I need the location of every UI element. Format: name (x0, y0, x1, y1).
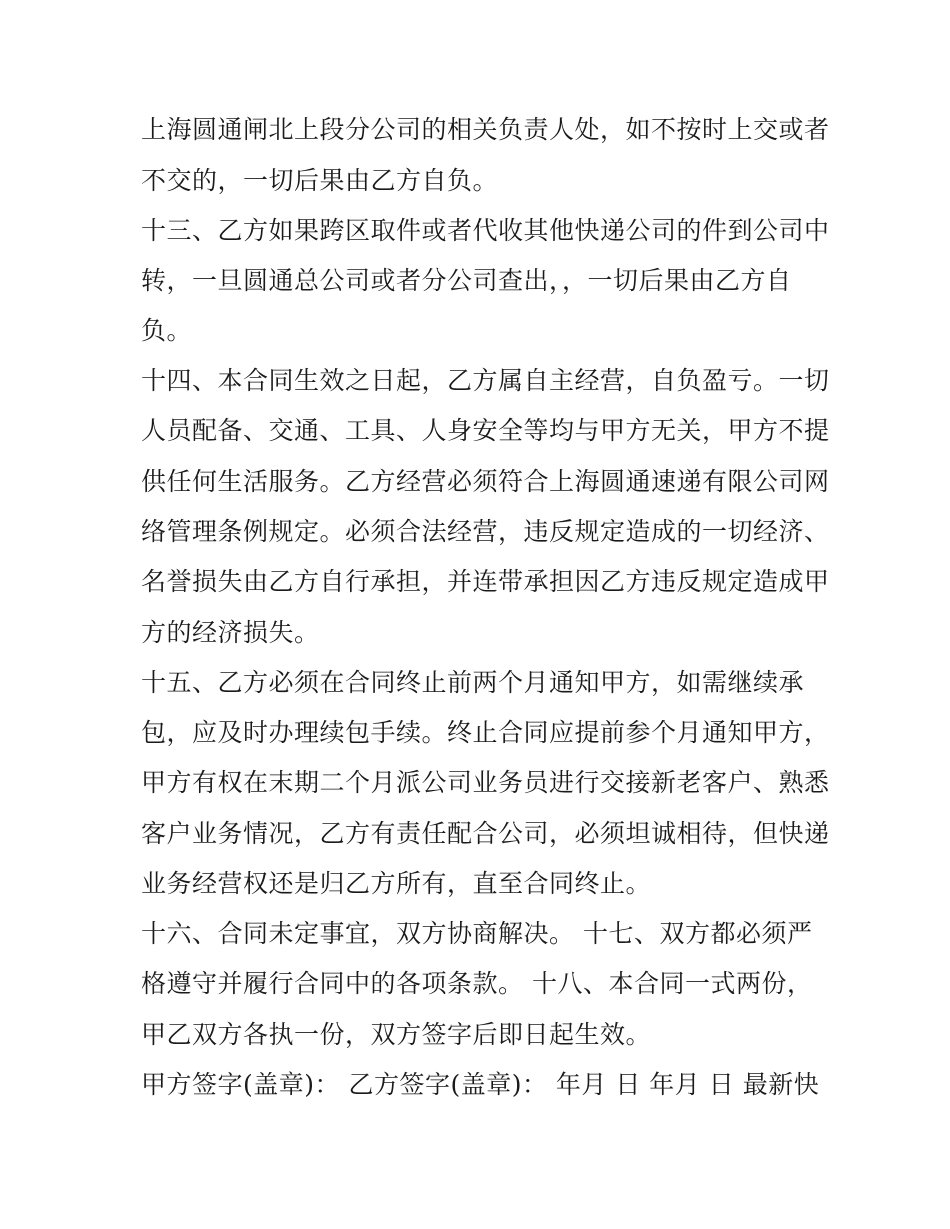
text-line: 十三、乙方如果跨区取件或者代收其他快递公司的件到公司中 (141, 216, 830, 245)
text-line: 包，应及时办理续包手续。终止合同应提前参个月通知甲方， (141, 718, 830, 747)
text-line: 业务经营权还是归乙方所有，直至合同终止。 (141, 869, 652, 898)
text-line: 名誉损失由乙方自行承担，并连带承担因乙方违反规定造成甲 (141, 567, 830, 596)
text-line: 十四、本合同生效之日起，乙方属自主经营，自负盈亏。一切 (141, 366, 830, 395)
text-line: 上海圆通闸北上段分公司的相关负责人处，如不按时上交或者 (141, 115, 830, 144)
text-line: 络管理条例规定。必须合法经营，违反规定造成的一切经济、 (141, 517, 830, 546)
text-line: 十六、合同未定事宜，双方协商解决。 十七、双方都必须严 (141, 919, 813, 948)
text-line: 甲方签字(盖章)： 乙方签字(盖章)： 年月 日 年月 日 最新快 (141, 1070, 820, 1099)
text-line: 格遵守并履行合同中的各项条款。 十八、本合同一式两份， (141, 969, 813, 998)
text-line: 负。 (141, 316, 193, 345)
text-line: 甲方有权在末期二个月派公司业务员进行交接新老客户、熟悉 (141, 768, 830, 797)
text-line: 转，一旦圆通总公司或者分公司查出，，一切后果由乙方自 (141, 266, 792, 295)
text-line: 人员配备、交通、工具、人身安全等均与甲方无关，甲方不提 (141, 416, 830, 445)
text-line: 甲乙双方各执一份，双方签字后即日起生效。 (141, 1020, 652, 1049)
text-line: 供任何生活服务。乙方经营必须符合上海圆通速递有限公司网 (141, 467, 830, 496)
text-line: 客户业务情况，乙方有责任配合公司，必须坦诚相待，但快递 (141, 819, 830, 848)
text-line: 方的经济损失。 (141, 618, 320, 647)
text-line: 不交的，一切后果由乙方自负。 (141, 166, 499, 195)
text-line: 十五、乙方必须在合同终止前两个月通知甲方，如需继续承 (141, 668, 805, 697)
